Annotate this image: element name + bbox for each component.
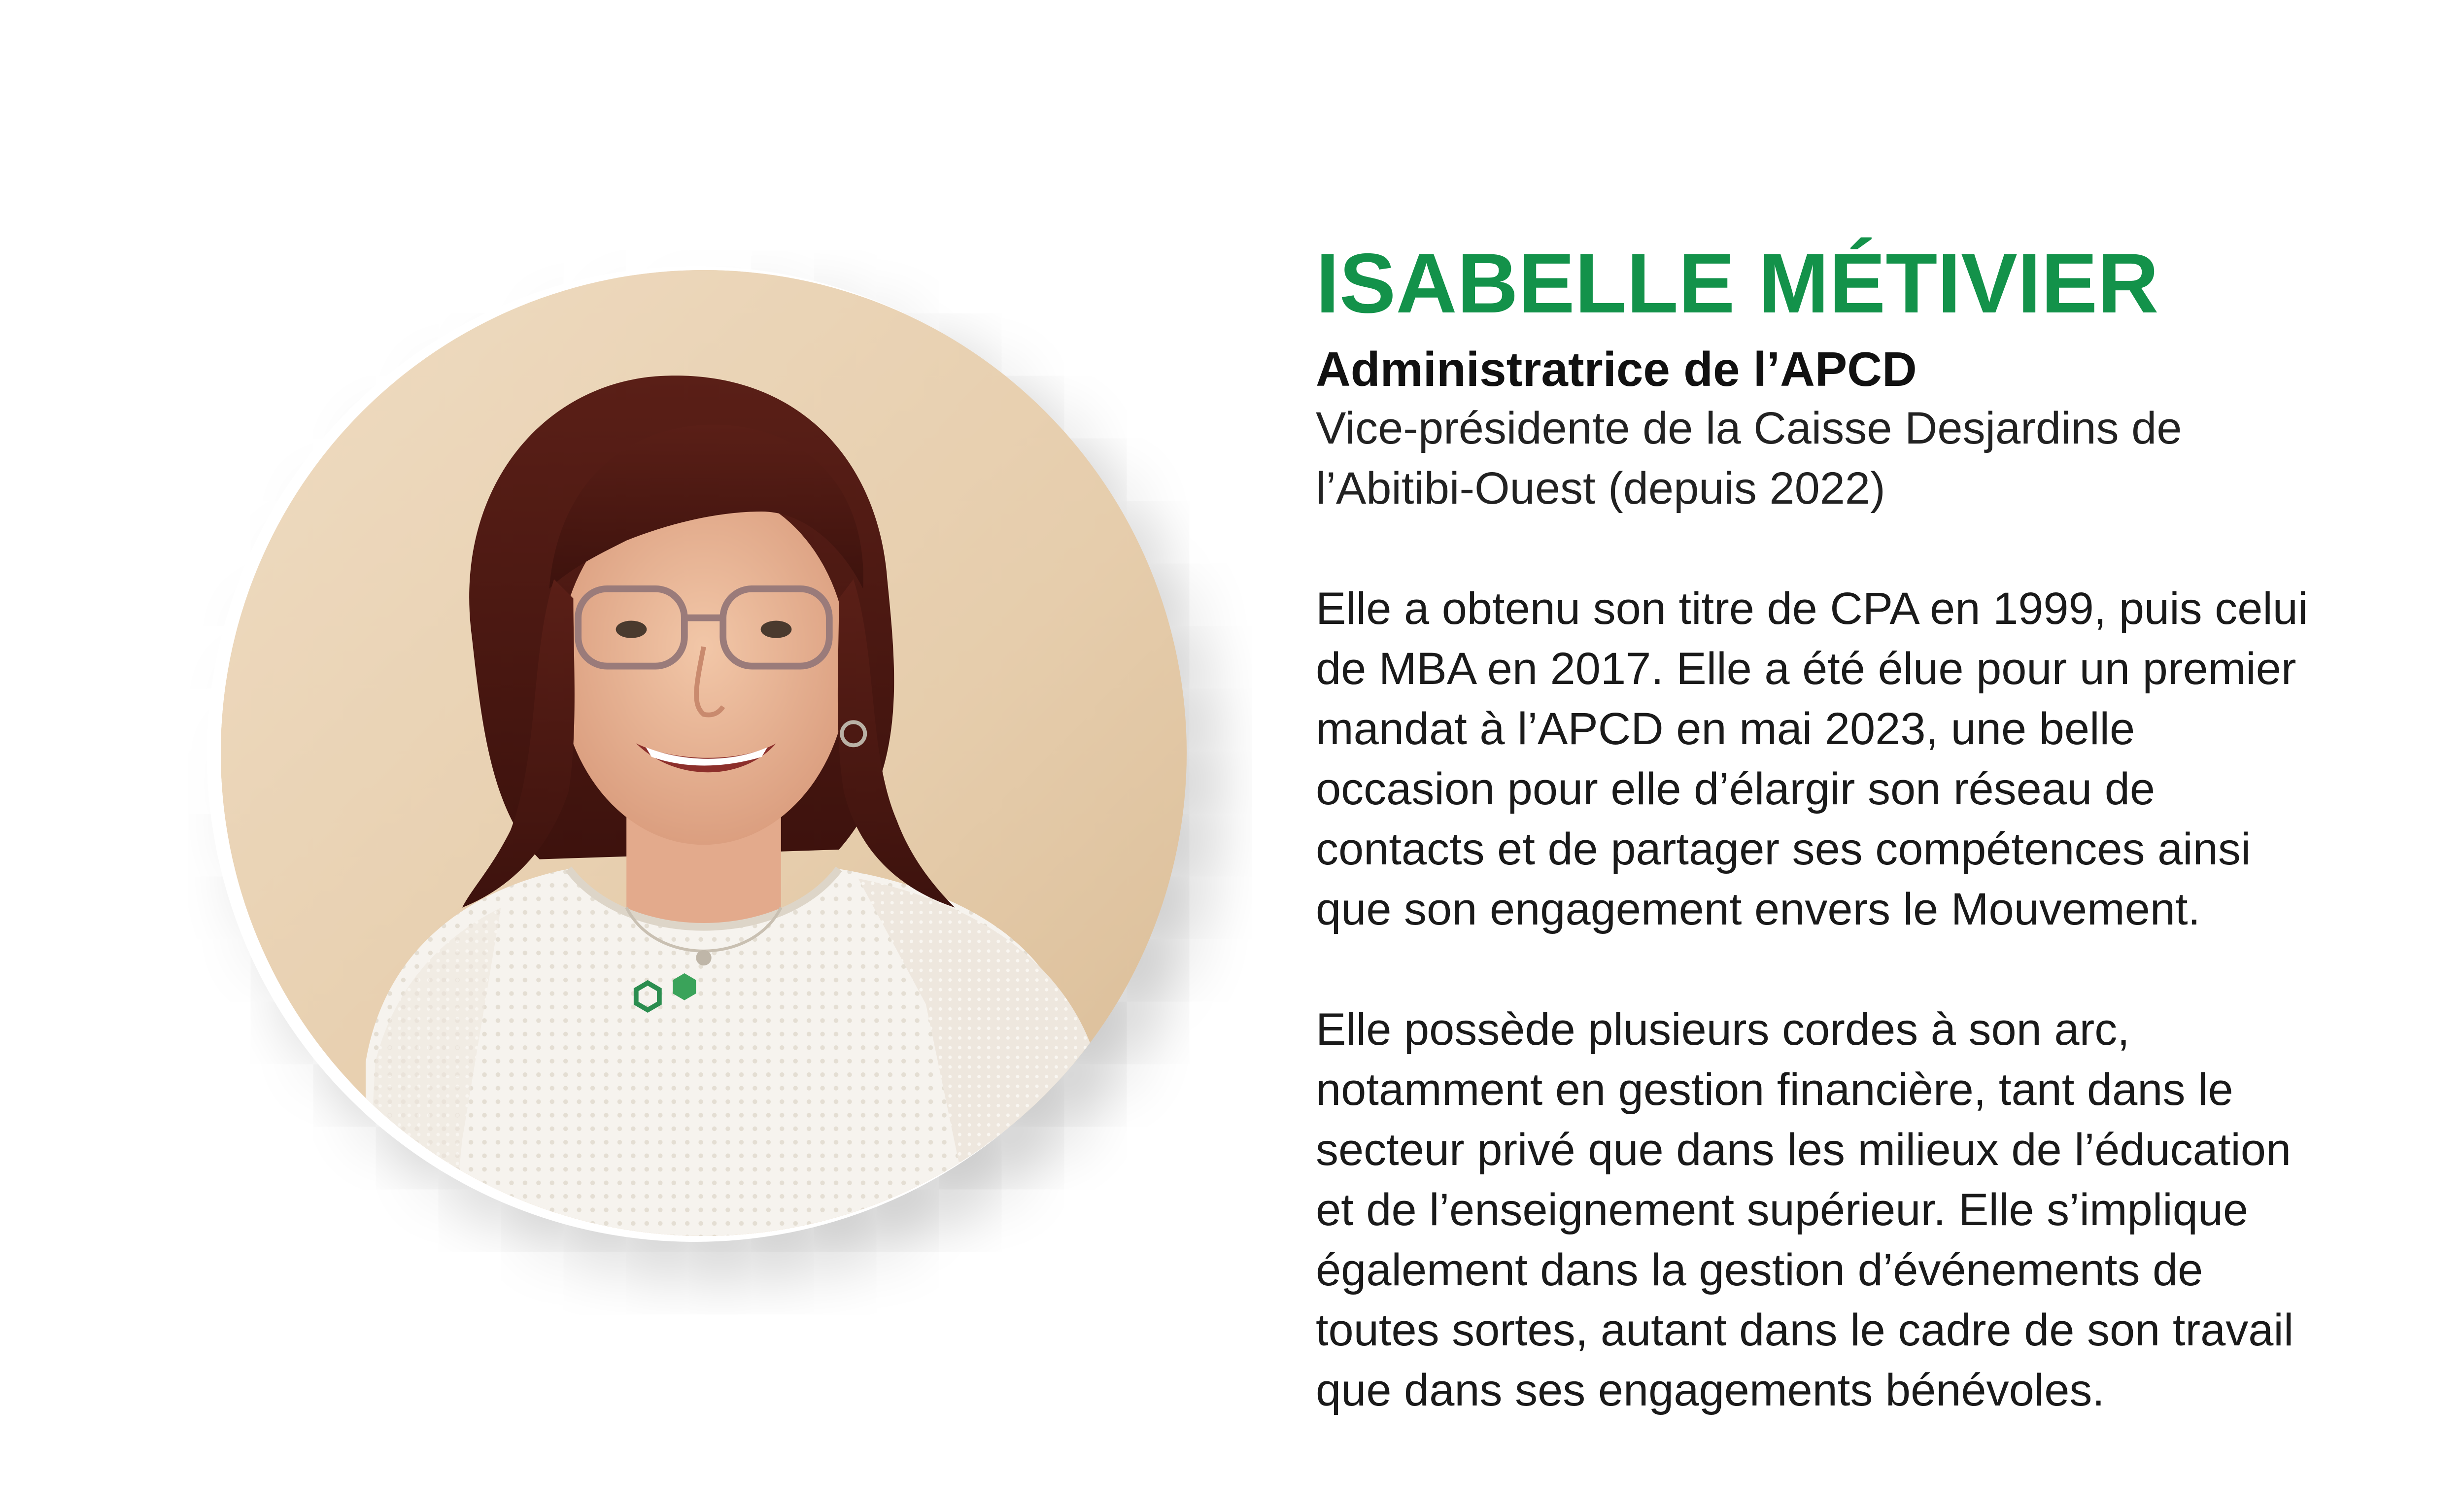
person-subrole: [1316, 398, 2464, 518]
bio-line: également dans la gestion d’événements de: [1316, 1245, 2203, 1295]
person-role: Administratrice de l’APCD: [1316, 342, 1917, 396]
profile-text: [1316, 232, 2464, 1420]
bio-line: que dans ses engagements bénévoles.: [1316, 1365, 2105, 1415]
bio-paragraph-2: [1316, 999, 2464, 1420]
bio-line: que son engagement envers le Mouvement.: [1316, 884, 2201, 934]
person-name: ISABELLE MÉTIVIER: [1316, 236, 2159, 331]
portrait-photo: [221, 270, 1187, 1236]
subrole-line: Vice-présidente de la Caisse Desjardins de: [1316, 403, 2182, 453]
bio-line: mandat à l’APCD en mai 2023, une belle: [1316, 704, 2135, 754]
bio-paragraph-1: [1316, 579, 2464, 939]
bio-line: de MBA en 2017. Elle a été élue pour un premier: [1316, 644, 2296, 694]
bio-line: secteur privé que dans les milieux de l’éducation: [1316, 1125, 2292, 1175]
bio-line: Elle a obtenu son titre de CPA en 1999, puis celui: [1316, 583, 2308, 634]
bio-line: contacts et de partager ses compétences ainsi: [1316, 824, 2251, 874]
subrole-line: l’Abitibi-Ouest (depuis 2022): [1316, 463, 1885, 514]
bio-line: occasion pour elle d’élargir son réseau de: [1316, 764, 2156, 814]
portrait-illustration: [221, 270, 1187, 1236]
bio-line: notamment en gestion financière, tant dans le: [1316, 1064, 2233, 1115]
bio-line: et de l’enseignement supérieur. Elle s’implique: [1316, 1185, 2249, 1235]
bio-line: Elle possède plusieurs cordes à son arc,: [1316, 1004, 2130, 1055]
bio-line: toutes sortes, autant dans le cadre de son travail: [1316, 1305, 2294, 1355]
